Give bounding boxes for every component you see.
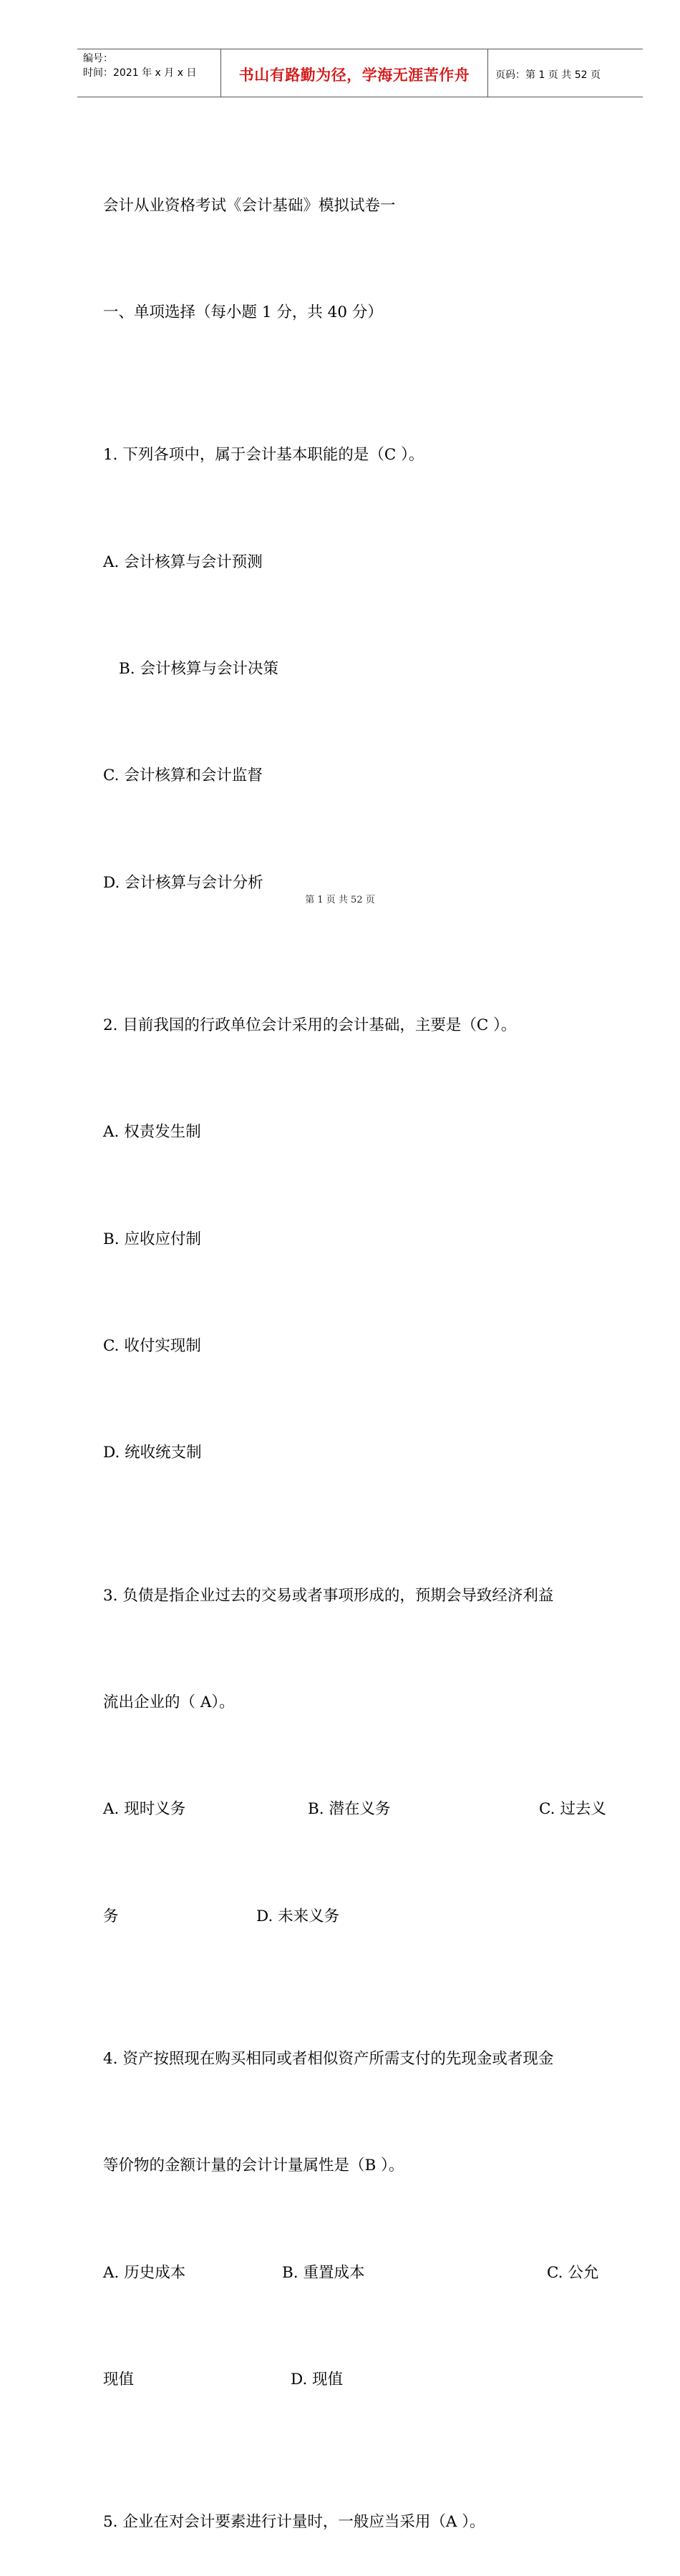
question-2-option-c: C. 收付实现制 bbox=[103, 1337, 201, 1356]
question-2-option-a: A. 权责发生制 bbox=[103, 1123, 201, 1142]
question-1-stem: 1. 下列各项中，属于会计基本职能的是（C ）。 bbox=[103, 446, 424, 465]
question-4-stem-line1: 4. 资产按照现在购买相同或者相似资产所需支付的先现金或者现金 bbox=[103, 2050, 554, 2069]
page-footer: 第 1 页 共 52 页 bbox=[305, 895, 375, 905]
question-2-stem: 2. 目前我国的行政单位会计采用的会计基础，主要是（C ）。 bbox=[103, 1016, 517, 1034]
question-1-option-b: B. 会计核算与会计决策 bbox=[119, 659, 278, 678]
question-4-option-c-part2: 现值 bbox=[103, 2371, 135, 2389]
question-3-options-row2 bbox=[103, 1899, 618, 1935]
question-1-option-a: A. 会计核算与会计预测 bbox=[103, 553, 263, 571]
question-4-options-row1 bbox=[103, 2255, 618, 2291]
question-3-option-b: B. 潜在义务 bbox=[308, 1800, 391, 1819]
question-4-stem-line2: 等价物的金额计量的会计计量属性是（B ）。 bbox=[103, 2157, 404, 2175]
question-3-option-c-part2: 务 bbox=[103, 1907, 119, 1925]
doc-title: 会计从业资格考试《会计基础》模拟试卷一 bbox=[103, 196, 396, 215]
question-3-stem-line1: 3. 负债是指企业过去的交易或者事项形成的，预期会导致经济利益 bbox=[103, 1586, 554, 1605]
section-heading: 一、单项选择（每小题 1 分，共 40 分） bbox=[103, 303, 383, 321]
header-page-info: 页码：第 1 页 共 52 页 bbox=[495, 69, 601, 81]
question-1-option-d: D. 会计核算与会计分析 bbox=[103, 873, 263, 892]
serial-label: 编号： bbox=[83, 53, 113, 64]
question-2-option-d: D. 统收统支制 bbox=[103, 1444, 202, 1462]
question-2-option-b: B. 应收应付制 bbox=[103, 1230, 201, 1248]
question-3-option-c-part1: C. 过去义 bbox=[539, 1800, 606, 1819]
header-motto: 书山有路勤为径，学海无涯苦作舟 bbox=[221, 49, 488, 97]
document-header bbox=[77, 49, 643, 97]
question-1-option-c: C. 会计核算和会计监督 bbox=[103, 767, 263, 785]
question-4-option-a: A. 历史成本 bbox=[103, 2263, 186, 2282]
question-3-options-row1 bbox=[103, 1792, 618, 1827]
question-4-option-b: B. 重置成本 bbox=[282, 2263, 365, 2282]
document-body bbox=[103, 117, 618, 2576]
question-4-option-d: D. 现值 bbox=[291, 2371, 344, 2389]
question-3-stem-line2: 流出企业的（ A）。 bbox=[103, 1693, 235, 1712]
question-4-options-row2 bbox=[103, 2362, 618, 2398]
header-meta-cell bbox=[77, 49, 221, 97]
question-5-stem: 5. 企业在对会计要素进行计量时，一般应当采用（A ）。 bbox=[103, 2513, 485, 2532]
time-label: 时间：2021 年 x 月 x 日 bbox=[83, 67, 197, 79]
question-3-option-a: A. 现时义务 bbox=[103, 1800, 186, 1819]
question-3-option-d: D. 未来义务 bbox=[256, 1907, 340, 1925]
question-4-option-c-part1: C. 公允 bbox=[547, 2263, 599, 2282]
